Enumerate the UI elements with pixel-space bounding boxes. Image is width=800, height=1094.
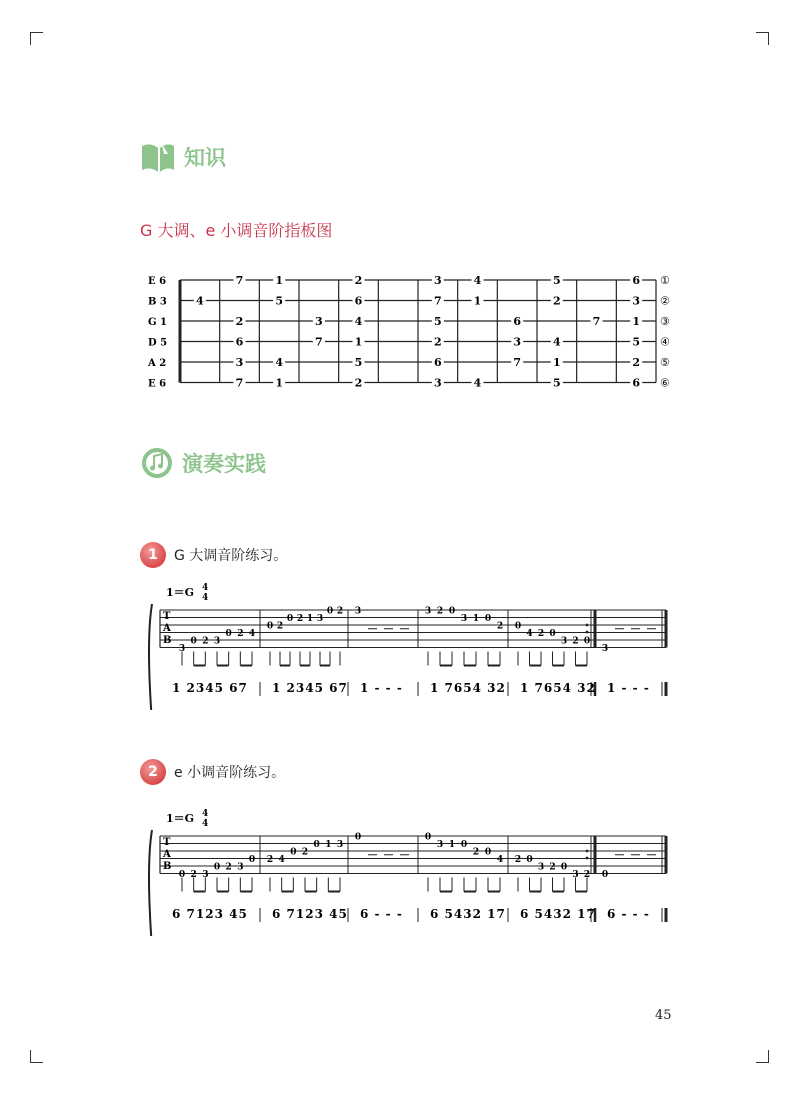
fretboard-note: 7 xyxy=(315,335,323,349)
jianpu-measure: 6 5432 17 xyxy=(520,907,596,921)
tab-fret-number: 0 xyxy=(549,629,556,639)
fretboard-title: G 大调、e 小调音阶指板图 xyxy=(140,221,333,240)
tab-fret-number: 0 xyxy=(484,847,492,858)
fretboard-note: 5 xyxy=(632,335,640,349)
fretboard-note: 6 xyxy=(632,376,640,390)
tab-fret-number: 3 xyxy=(436,840,444,850)
fretboard-note: 2 xyxy=(553,294,561,308)
fretboard-note: 5 xyxy=(553,376,561,390)
jianpu-measure: 1 - - - xyxy=(607,681,650,695)
tab-fret-number: 0 xyxy=(213,862,221,873)
string-number: ④ xyxy=(660,335,670,349)
time-signature-bottom: 4 xyxy=(202,819,209,829)
tab-fret-number: 3 xyxy=(560,636,568,647)
tab-fret-number: 2 xyxy=(266,855,274,865)
jianpu-measure: 1 - - - xyxy=(360,681,403,695)
fretboard-note: 6 xyxy=(354,294,363,308)
repeat-dot xyxy=(586,850,589,853)
string-label: B 3 xyxy=(148,296,167,308)
fretboard-note: 7 xyxy=(592,315,601,328)
tab-fret-number: 0 xyxy=(225,629,232,639)
tab-fret-number: 0 xyxy=(286,614,294,624)
string-label: E 6 xyxy=(148,378,167,390)
tab-fret-number: 3 xyxy=(537,862,545,873)
tab-fret-number: 1 xyxy=(472,614,480,624)
fretboard-note: 7 xyxy=(513,356,521,369)
tab-fret-number: 2 xyxy=(537,629,545,639)
fretboard-note: 7 xyxy=(235,376,244,390)
string-number: ⑤ xyxy=(660,356,670,369)
tab-fret-number: 0 xyxy=(448,606,456,617)
repeat-dot xyxy=(586,857,589,860)
tab-fret-number: 1 xyxy=(325,840,332,850)
knowledge-title: 知识 xyxy=(184,146,226,170)
tab-fret-number: 3 xyxy=(354,606,362,617)
tab-clef-letter: T xyxy=(163,837,171,848)
tab-fret-number: 2 xyxy=(336,606,344,617)
fretboard-note: 3 xyxy=(434,376,442,390)
tab-fret-number: 2 xyxy=(276,621,284,632)
tab-fret-number: 0 xyxy=(178,870,186,880)
tab-fret-number: 1 xyxy=(448,840,456,850)
fretboard-note: 3 xyxy=(434,274,442,287)
fretboard-note: 3 xyxy=(235,356,244,369)
repeat-dot xyxy=(586,624,589,627)
tab-fret-number: 2 xyxy=(572,636,579,647)
tab-fret-number: 2 xyxy=(583,870,591,880)
tab-fret-number: 2 xyxy=(225,862,232,873)
tab-fret-number: 2 xyxy=(549,862,556,873)
tab-fret-number: 0 xyxy=(424,832,432,843)
tab-fret-number: 2 xyxy=(496,621,504,632)
system-bracket xyxy=(149,604,152,710)
jianpu-measure: 1 2345 67 xyxy=(272,681,348,695)
tab-fret-number: 2 xyxy=(514,855,522,865)
time-signature-top: 4 xyxy=(202,583,209,593)
tab-fret-number: 2 xyxy=(190,870,197,880)
fretboard-note: 4 xyxy=(354,315,363,328)
jianpu-measure: 6 5432 17 xyxy=(430,907,506,921)
fretboard-note: 1 xyxy=(553,356,561,369)
tab-fret-number: 0 xyxy=(514,621,522,632)
fretboard-note: 2 xyxy=(632,356,640,369)
jianpu-measure: 6 - - - xyxy=(607,907,650,921)
fretboard-note: 6 xyxy=(434,356,442,369)
jianpu-measure: 6 7123 45 xyxy=(272,907,348,921)
jianpu-measure: 6 7123 45 xyxy=(172,907,248,921)
crop-mark-bottom-left xyxy=(30,1050,43,1063)
jianpu-measure: 6 - - - xyxy=(360,907,403,921)
string-number: ⑥ xyxy=(660,376,670,390)
tab-fret-number: 3 xyxy=(424,606,432,617)
tab-fret-number: 0 xyxy=(313,840,320,850)
string-label: E 6 xyxy=(148,276,167,287)
tab-fret-number: 3 xyxy=(316,614,324,624)
tab-fret-number: 1 xyxy=(306,614,314,624)
tab-fret-number: 4 xyxy=(278,855,285,865)
tab-fret-number: 4 xyxy=(526,629,533,639)
exercise-2-label: e 小调音阶练习。 xyxy=(174,765,286,781)
tab-fret-number: 0 xyxy=(526,855,533,865)
jianpu-measure: 1 2345 67 xyxy=(172,681,248,695)
fretboard-note: 2 xyxy=(354,274,363,287)
fretboard-note: 7 xyxy=(434,294,442,308)
exercise-2-score xyxy=(140,806,680,936)
fretboard-note: 2 xyxy=(434,335,442,349)
fretboard-note: 1 xyxy=(354,335,363,349)
exercise-2-title xyxy=(140,759,285,785)
tab-clef-letter: B xyxy=(163,861,172,872)
tab-fret-number: 0 xyxy=(583,636,591,647)
fretboard-note: 1 xyxy=(473,294,482,308)
tab-fret-number: 3 xyxy=(178,644,186,654)
fretboard-note: 1 xyxy=(632,315,640,328)
fretboard-note: 3 xyxy=(513,335,521,349)
fretboard-note: 4 xyxy=(473,376,482,390)
knowledge-heading xyxy=(140,140,226,174)
exercise-1-label: G 大调音阶练习。 xyxy=(174,548,288,564)
tab-fret-number: 4 xyxy=(248,629,256,639)
fretboard-note: 5 xyxy=(434,315,442,328)
fretboard-note: 6 xyxy=(632,274,640,287)
system-bracket xyxy=(149,830,152,936)
tab-clef-letter: A xyxy=(163,849,171,860)
crop-mark-bottom-right xyxy=(756,1050,769,1063)
jianpu-measure: 1 7654 32 xyxy=(520,681,596,695)
book-icon xyxy=(140,140,176,174)
tab-fret-number: 2 xyxy=(472,847,480,858)
tab-fret-number: 3 xyxy=(572,870,579,880)
string-number: ③ xyxy=(660,315,670,328)
key-signature: 1＝G xyxy=(166,586,195,599)
tab-fret-number: 0 xyxy=(248,855,256,865)
fretboard-note: 5 xyxy=(275,294,283,308)
fretboard-note: 4 xyxy=(196,294,204,308)
tab-fret-number: 0 xyxy=(290,847,297,858)
tab-fret-number: 4 xyxy=(496,855,504,865)
tab-fret-number: 0 xyxy=(354,832,362,843)
tab-clef-letter: A xyxy=(163,623,171,634)
key-signature: 1＝G xyxy=(166,812,195,825)
fretboard-note: 4 xyxy=(473,274,482,287)
string-label: A 2 xyxy=(148,358,167,369)
string-label: D 5 xyxy=(148,337,168,349)
tab-fret-number: 0 xyxy=(560,862,568,873)
string-number: ① xyxy=(660,274,670,287)
tab-fret-number: 0 xyxy=(326,606,334,617)
fretboard-note: 1 xyxy=(275,274,283,287)
tab-fret-number: 3 xyxy=(213,636,221,647)
tab-fret-number: 0 xyxy=(266,621,274,632)
exercise-1-title xyxy=(140,542,287,568)
fretboard-note: 3 xyxy=(315,315,323,328)
tab-fret-number: 3 xyxy=(237,862,244,873)
fretboard-note: 4 xyxy=(275,356,283,369)
time-signature-top: 4 xyxy=(202,809,209,819)
exercise-2-badge: 2 xyxy=(140,759,166,785)
time-signature-bottom: 4 xyxy=(202,593,209,603)
repeat-dot xyxy=(586,631,589,634)
tab-clef-letter: B xyxy=(163,635,172,646)
practice-title: 演奏实践 xyxy=(182,452,266,476)
tab-fret-number: 3 xyxy=(202,870,209,880)
fretboard-diagram xyxy=(140,268,680,398)
page-number: 45 xyxy=(655,1008,672,1023)
tab-fret-number: 0 xyxy=(190,636,197,647)
exercise-1-score xyxy=(140,580,680,710)
crop-mark-top-right xyxy=(756,32,769,45)
tab-fret-number: 2 xyxy=(296,614,304,624)
crop-mark-top-left xyxy=(30,32,43,45)
fretboard-note: 7 xyxy=(235,274,244,287)
tab-fret-number: 0 xyxy=(460,840,468,850)
fretboard-note: 6 xyxy=(513,315,521,328)
fretboard-note: 3 xyxy=(632,294,640,308)
exercise-1-badge: 1 xyxy=(140,542,166,568)
jianpu-measure: 1 7654 32 xyxy=(430,681,506,695)
fretboard-note: 2 xyxy=(354,376,363,390)
fretboard-note: 1 xyxy=(275,376,283,390)
tab-fret-number: 2 xyxy=(436,606,444,617)
tab-fret-number: 3 xyxy=(460,614,468,624)
tab-clef-letter: T xyxy=(163,611,171,622)
string-label: G 1 xyxy=(148,317,167,328)
string-number: ② xyxy=(660,294,670,308)
tab-fret-number: 2 xyxy=(237,629,244,639)
fretboard-note: 5 xyxy=(553,274,561,287)
tab-fret-number: 2 xyxy=(202,636,209,647)
tab-fret-number: 0 xyxy=(601,870,609,880)
tab-fret-number: 2 xyxy=(301,847,309,858)
practice-heading xyxy=(140,446,266,480)
fretboard-note: 2 xyxy=(235,315,244,328)
music-note-icon xyxy=(140,446,174,480)
fretboard-note: 4 xyxy=(553,335,561,349)
fretboard-note: 6 xyxy=(235,335,244,349)
tab-fret-number: 0 xyxy=(484,614,492,624)
tab-fret-number: 3 xyxy=(336,840,344,850)
tab-fret-number: 3 xyxy=(601,644,609,654)
fretboard-note: 5 xyxy=(354,356,363,369)
